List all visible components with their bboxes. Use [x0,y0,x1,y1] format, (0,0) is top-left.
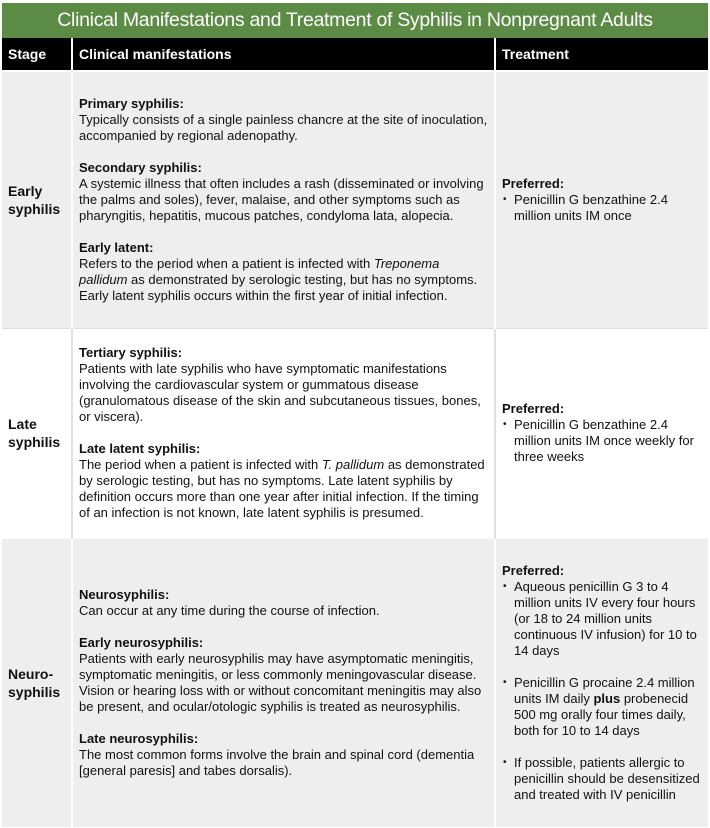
section-heading: Secondary syphilis: [79,159,202,175]
treatment-item: • Aqueous penicillin G 3 to 4 million units IV every four hours (or 18 to 24 million units continuous IV infusion) for 10 to 14 days [514,579,702,659]
treatment-cell [495,538,708,827]
section-text: Patients with late syphilis who have symptomatic manifestations involving the cardiovascular system or gummatous disease (granulomatous disease of the skin and subcutaneous tissues, bones, or viscera). [79,360,481,424]
manifestations-cell [72,328,495,538]
treatment-item: • If possible, patients allergic to penicillin should be desensitized and treated with IV penicillin [514,755,702,803]
stage-cell: Neuro-syphilis [2,538,72,827]
section-text: Can occur at any time during the course of infection. [79,603,380,618]
section-heading: Late neurosyphilis: [79,731,199,746]
table-row-early [2,71,708,328]
manifestations-cell [72,538,495,827]
section-heading: Late latent syphilis: [79,440,201,456]
table-row-neuro [2,538,708,827]
preferred-label: Preferred: [502,563,565,578]
section-text: The period when a patient is infected with T. pallidum as demonstrated by serologic testing, but has no symptoms. Late latent syphilis by definition occurs more than one year after initial infection. If the timing of an infection is not known, late latent syphilis is presumed. [79,456,485,520]
table-row-late [2,328,708,538]
syphilis-table-figure [2,3,708,827]
treatment-item: • Penicillin G benzathine 2.4 million units IM once [514,192,702,224]
stage-cell: Early syphilis [2,71,72,328]
manifestations-cell [72,71,495,328]
section-text: Typically consists of a single painless chancre at the site of inoculation, accompanied by regional adenopathy. [79,111,488,143]
section-heading: Tertiary syphilis: [79,344,183,360]
treatment-cell [495,328,708,538]
treatment-item: • Penicillin G procaine 2.4 million units IM daily plus probenecid 500 mg orally four times daily, both for 10 to 14 days [514,675,702,739]
preferred-label: Preferred: [502,175,565,191]
header-stage: Stage [2,38,72,71]
preferred-label: Preferred: [502,400,565,416]
header-manifestations: Clinical manifestations [72,38,495,71]
header-row [2,38,708,71]
section-text: Refers to the period when a patient is infected with Treponema pallidum as demonstrated by serologic testing, but has no symptoms. Early latent syphilis occurs within the first year of initial infection. [79,255,478,303]
syphilis-table [2,38,708,827]
section-heading: Primary syphilis: [79,95,184,111]
section-heading: Early neurosyphilis: [79,635,204,650]
section-text: The most common forms involve the brain and spinal cord (dementia [general paresis] and tabes dorsalis). [79,747,475,778]
treatment-item: • Penicillin G benzathine 2.4 million units IM once weekly for three weeks [514,417,702,465]
table-title: Clinical Manifestations and Treatment of Syphilis in Nonpregnant Adults [2,3,708,38]
treatment-cell [495,71,708,328]
stage-cell: Late syphilis [2,328,72,538]
section-text: Patients with early neurosyphilis may have asymptomatic meningitis, symptomatic meningitis, or less commonly meningovascular disease. Vision or hearing loss with or without concomitant meningitis may also be present, and ocular/otologic syphilis is treated as neurosyphilis. [79,651,482,714]
section-text: A systemic illness that often includes a rash (disseminated or involving the palms and soles), fever, malaise, and other symptoms such as pharyngitis, hepatitis, mucous patches, condyloma lata, alopecia. [79,175,484,223]
section-heading: Early latent: [79,239,154,255]
header-treatment: Treatment [495,38,708,71]
section-heading: Neurosyphilis: [79,587,170,602]
